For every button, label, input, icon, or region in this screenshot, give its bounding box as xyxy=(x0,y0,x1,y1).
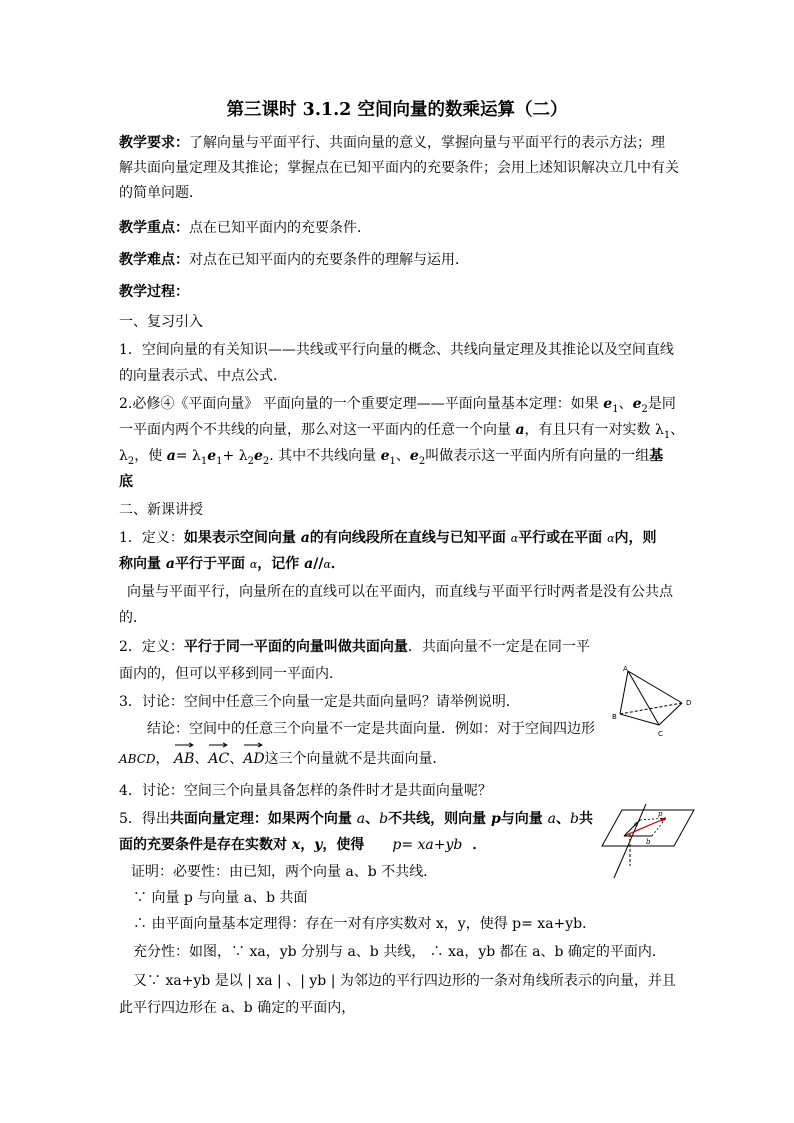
text-run: 2．定义： xyxy=(119,639,184,655)
vector-b: b xyxy=(570,811,579,827)
vector-a: a xyxy=(166,448,176,464)
proof-line-4: 充分性：如图，∵ xa，yb 分别与 a、b 共线， ∴ xa，yb 都在 a、b 确定的平面内． xyxy=(133,944,666,960)
text-run: ， xyxy=(300,837,315,853)
subscript: 1 xyxy=(612,403,619,415)
text-run: 如果表示空间向量 xyxy=(183,530,301,546)
text-run: ：如果两个向量 xyxy=(253,811,357,827)
label-a: a xyxy=(634,820,639,828)
var-y: y xyxy=(314,837,323,853)
alpha: α xyxy=(249,558,258,571)
vector-a: a xyxy=(165,556,175,572)
vector-AC xyxy=(208,749,229,769)
edge-AD xyxy=(628,671,682,703)
text-run: ． xyxy=(330,556,345,572)
review-item-2d: 底 xyxy=(119,474,133,490)
proof-line-1: 证明：必要性：由已知，两个向量 a、b 不共线． xyxy=(131,864,438,880)
text-run: 不共线，则向量 xyxy=(388,811,491,827)
review-item-2a xyxy=(119,394,676,420)
text-run: 面的充要条件是存在实数对 xyxy=(119,837,292,853)
review-item-1b: 的向量表示式、中点公式． xyxy=(119,368,287,384)
vector-arrow-icon xyxy=(243,742,263,748)
text-run: 、 xyxy=(556,811,571,827)
proof-line-2: ∵ 向量 p 与向量 a、b 共面 xyxy=(133,890,308,906)
review-item-2c xyxy=(119,446,663,472)
subscript: 1 xyxy=(389,455,396,467)
vector-a: a xyxy=(304,556,314,572)
vector-arrow-icon xyxy=(174,742,194,748)
theorem-equation: p= xa+yb xyxy=(392,837,463,853)
edge-AB xyxy=(620,671,628,714)
vector-a: a xyxy=(547,811,557,827)
quadrilateral-name: ABCD xyxy=(119,752,156,766)
vector-e2: e xyxy=(632,396,642,412)
text-run: ， xyxy=(155,751,170,767)
text-run: ，记作 xyxy=(257,556,305,572)
requirement-label: 教学要求： xyxy=(119,135,189,151)
subscript: 2 xyxy=(418,455,426,467)
vector-a: a xyxy=(515,422,525,438)
vector-e1: e xyxy=(603,396,613,412)
text-run: 共面向量定理 xyxy=(169,811,254,827)
text-run: ，使 xyxy=(134,448,167,464)
vertex-C-label: C xyxy=(658,730,663,738)
vector-label: AC xyxy=(208,751,230,767)
note-line-2: 的． xyxy=(119,610,147,626)
text-run: 称向量 xyxy=(119,556,166,572)
definition-2b: 面内的，但可以平移到同一平面内． xyxy=(119,666,343,682)
text-run: 、 xyxy=(194,751,209,767)
edge-AC xyxy=(628,671,659,725)
vector-b: b xyxy=(379,811,389,827)
vector-label: AD xyxy=(243,751,265,767)
subscript: 2 xyxy=(262,455,270,467)
vector-e2: e xyxy=(409,448,419,464)
text-run: ． xyxy=(472,837,487,853)
text-run: 2.必修④《平面向量》 平面向量的一个重要定理——平面向量基本定理：如果 xyxy=(119,396,604,412)
vertex-B-label: B xyxy=(612,713,617,721)
theorem-line-2 xyxy=(119,835,486,855)
text-run: 平行或在平面 xyxy=(518,530,608,546)
text-run: 是同 xyxy=(647,396,676,412)
vector-AD xyxy=(243,749,264,769)
requirement-text-2: 解共面向量定理及其推论；掌握点在已知平面内的充要条件；会用上述知识解决立几中有关 xyxy=(119,160,679,176)
section-new-heading: 二、新课讲授 xyxy=(119,502,203,518)
text-run: = λ xyxy=(175,448,201,464)
process-heading: 教学过程： xyxy=(119,284,189,300)
discussion-4: 4．讨论：空间三个向量具备怎样的条件时才是共面向量呢？ xyxy=(119,783,492,799)
proof-line-3: ∴ 由平面向量基本定理得：存在一对有序实数对 x，y，使得 p= xa+yb． xyxy=(133,916,597,932)
difficulty-text: 对点在已知平面内的充要条件的理解与运用． xyxy=(189,252,469,268)
text-run: ，有且只有一对实数 λ xyxy=(524,422,664,438)
proof-line-6: 此平行四边形在 a、b 确定的平面内， xyxy=(119,1000,356,1016)
text-run: 与向量 xyxy=(500,811,548,827)
subscript: 2 xyxy=(641,403,648,415)
text-run: 叫做表示这一平面内所有向量的一组 xyxy=(425,448,650,464)
text-run: ，使得 xyxy=(322,837,365,853)
text-run: 平行于同一平面的向量叫做共面向量 xyxy=(183,639,408,655)
key-label: 教学重点： xyxy=(119,220,189,236)
text-run: 的有向线段所在直线与已知平面 xyxy=(309,530,511,546)
text-run: 5．得出 xyxy=(119,811,170,827)
theorem-line-1 xyxy=(119,809,593,829)
subscript: 1 xyxy=(663,429,671,441)
vector-a: a xyxy=(300,530,310,546)
text-run: ．共面向量不一定是在同一平 xyxy=(407,639,590,655)
vector-e1: e xyxy=(380,448,390,464)
note-line-1: 向量与平面平行，向量所在的直线可以在平面内，而直线与平面平行时两者是没有公共点 xyxy=(127,584,673,600)
text-run: 、 xyxy=(618,396,633,412)
coplanar-vectors-figure xyxy=(600,804,696,880)
requirement-text-1: 了解向量与平面平行、共面向量的意义，掌握向量与平面平行的表示方法；理 xyxy=(189,135,665,151)
subscript: 2 xyxy=(127,455,135,467)
text-run: 共 xyxy=(579,811,593,827)
text-run: 内，则 xyxy=(614,530,657,546)
vector-AB xyxy=(174,749,194,769)
text-run: 、 xyxy=(395,448,410,464)
subscript: 1 xyxy=(200,455,208,467)
section-review-heading: 一、复习引入 xyxy=(119,314,203,330)
teaching-requirement xyxy=(119,133,665,153)
alpha: α xyxy=(323,558,331,571)
text-run: 、 xyxy=(229,751,244,767)
definition-1a xyxy=(119,528,657,549)
vector-e1: e xyxy=(207,448,217,464)
text-run: 一平面内两个不共线的向量，那么对这一平面内的任意一个向量 xyxy=(119,422,516,438)
requirement-text-3: 的简单问题． xyxy=(119,185,203,201)
text-run: 平行于平面 xyxy=(174,556,250,572)
text-run: 、 xyxy=(365,811,380,827)
teaching-difficulty xyxy=(119,250,469,270)
conclusion-line-1: 结论：空间中的任意三个向量不一定是共面向量．例如：对于空间四边形 xyxy=(147,721,595,737)
vertex-A-label: A xyxy=(623,665,628,673)
var-x: x xyxy=(291,837,301,853)
text-run: 1．定义： xyxy=(119,530,184,546)
alpha: α xyxy=(607,532,615,545)
key-text: 点在已知平面内的充要条件． xyxy=(189,220,371,236)
subscript: 1 xyxy=(216,455,223,467)
definition-1b xyxy=(119,554,345,575)
alpha: α xyxy=(510,532,519,545)
vector-p-arrow xyxy=(624,818,666,836)
proof-line-5: 又∵ xa+yb 是以 | xa | 、| yb | 为邻边的平行四边形的一条对角线所表示的向量，并且 xyxy=(133,973,676,989)
vector-a: a xyxy=(356,811,366,827)
text-run: 这三个向量就不是共面向量． xyxy=(264,751,447,767)
review-item-2b xyxy=(119,420,684,446)
difficulty-label: 教学难点： xyxy=(119,252,189,268)
text-run: λ xyxy=(119,448,128,464)
vector-e2: e xyxy=(253,448,263,464)
discussion-3: 3．讨论：空间中任意三个向量一定是共面向量吗？请举例说明． xyxy=(119,694,520,710)
subscript: 2 xyxy=(247,455,254,467)
vector-p: p xyxy=(491,811,501,827)
text-run: . 其中不共线向量 xyxy=(269,448,381,464)
vertex-D-label: D xyxy=(686,699,692,707)
text-run: 、 xyxy=(670,422,685,438)
edge-CD xyxy=(659,703,682,725)
vector-arrow-icon xyxy=(208,742,228,748)
vector-label: AB xyxy=(173,751,195,767)
text-run: // xyxy=(313,556,324,572)
conclusion-line-2 xyxy=(119,749,447,769)
page-title: 第三课时 3.1.2 空间向量的数乘运算（二） xyxy=(226,100,568,120)
tetrahedron-figure xyxy=(612,663,702,741)
review-item-1a: 1．空间向量的有关知识——共线或平行向量的概念、共线向量定理及其推论以及空间直线 xyxy=(119,342,674,358)
teaching-key-point xyxy=(119,218,371,238)
label-b: b xyxy=(646,838,651,846)
label-p: p xyxy=(658,810,663,818)
text-run: + λ xyxy=(222,448,248,464)
text-run: 基 xyxy=(649,448,664,464)
definition-2a xyxy=(119,637,590,657)
